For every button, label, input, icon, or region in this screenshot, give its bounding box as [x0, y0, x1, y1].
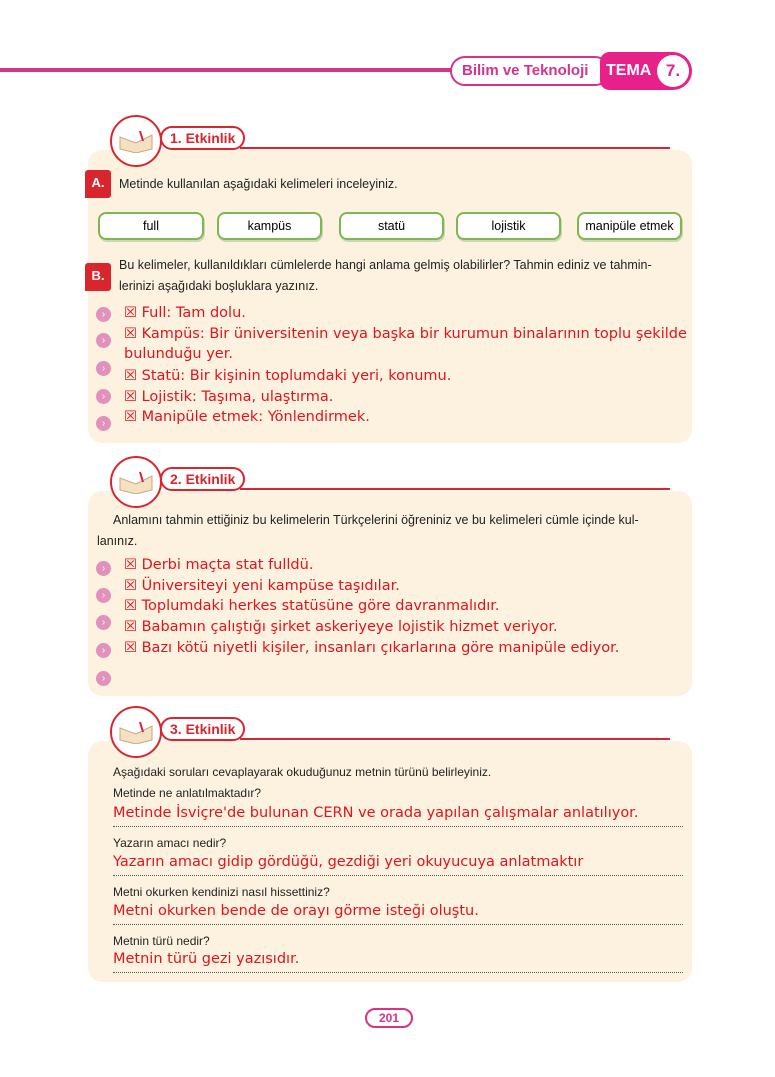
bullet-icon: › [96, 671, 111, 686]
word-box: full [98, 212, 204, 240]
answer-line: ☒ Toplumdaki herkes statüsüne göre davranmalıdır. [124, 598, 500, 614]
instruction-b-cont: lerinizi aşağıdaki boşluklara yazınız. [119, 279, 319, 293]
divider [240, 488, 670, 490]
question: Metni okurken kendinizi nasıl hissettiniz? [113, 885, 330, 899]
badge-a: A. [85, 170, 111, 198]
page-number: 201 [365, 1008, 413, 1028]
answer-line: ☒ Full: Tam dolu. [124, 305, 246, 321]
answer-line: ☒ Statü: Bir kişinin toplumdaki yeri, konumu. [124, 368, 452, 384]
book-icon [110, 456, 162, 508]
instruction-b: Bu kelimeler, kullanıldıkları cümlelerde hangi anlama gelmiş olabilirler? Tahmin ediniz ve tahmin- [119, 258, 652, 272]
answer-line: ☒ Babamın çalıştığı şirket askeriyeye lojistik hizmet veriyor. [124, 619, 558, 635]
bullet-icon: › [96, 389, 111, 404]
answer-field[interactable]: Metni okurken bende de orayı görme isteği oluştu. [113, 903, 683, 925]
bullet-icon: › [96, 361, 111, 376]
bullet-icon: › [96, 416, 111, 431]
theme-badge [600, 52, 692, 90]
question: Yazarın amacı nedir? [113, 836, 227, 850]
instruction-cont: lanınız. [97, 534, 138, 548]
word-box: manipüle etmek [577, 212, 682, 240]
instruction: Anlamını tahmin ettiğiniz bu kelimelerin Türkçelerini öğreniniz ve bu kelimeleri cümle içinde kul- [113, 513, 639, 527]
answer-line: ☒ Derbi maçta stat fulldü. [124, 557, 314, 573]
instruction: Aşağıdaki soruları cevaplayarak okuduğunuz metnin türünü belirleyiniz. [113, 765, 492, 779]
word-box: statü [339, 212, 444, 240]
divider [240, 738, 670, 740]
word-box: kampüs [217, 212, 322, 240]
bullet-icon: › [96, 333, 111, 348]
answer-line: ☒ Üniversiteyi yeni kampüse taşıdılar. [124, 578, 400, 594]
answer-field[interactable]: Metinde İsviçre'de bulunan CERN ve orada yapılan çalışmalar anlatılıyor. [113, 805, 683, 827]
question: Metinde ne anlatılmaktadır? [113, 786, 262, 800]
bullet-icon: › [96, 561, 111, 576]
question: Metnin türü nedir? [113, 934, 210, 948]
bullet-icon: › [96, 307, 111, 322]
bullet-icon: › [96, 643, 111, 658]
theme-label: TEMA [606, 62, 652, 79]
answer-field[interactable]: Yazarın amacı gidip gördüğü, gezdiği yeri okuyucuya anlatmaktır [113, 854, 683, 876]
theme-title: Bilim ve Teknoloji [450, 56, 610, 86]
book-icon [110, 706, 162, 758]
answer-line: ☒ Kampüs: Bir üniversitenin veya başka bir kurumun binalarının toplu şekilde [124, 326, 687, 342]
activity-1-title: 1. Etkinlik [160, 126, 245, 150]
book-icon [110, 115, 162, 167]
activity-3-title: 3. Etkinlik [160, 717, 245, 741]
bullet-icon: › [96, 615, 111, 630]
answer-line: ☒ Bazı kötü niyetli kişiler, insanları çıkarlarına göre manipüle ediyor. [124, 640, 620, 656]
answer-field[interactable]: Metnin türü gezi yazısıdır. [113, 951, 683, 973]
answer-line: bulunduğu yer. [124, 346, 233, 362]
theme-number: 7. [657, 55, 689, 87]
divider [240, 147, 670, 149]
answer-line: ☒ Manipüle etmek: Yönlendirmek. [124, 409, 370, 425]
instruction-a: Metinde kullanılan aşağıdaki kelimeleri inceleyiniz. [119, 177, 398, 191]
header-line [0, 68, 460, 72]
badge-b: B. [85, 263, 111, 291]
answer-line: ☒ Lojistik: Taşıma, ulaştırma. [124, 389, 334, 405]
bullet-icon: › [96, 588, 111, 603]
activity-2-title: 2. Etkinlik [160, 467, 245, 491]
word-box: lojistik [456, 212, 561, 240]
